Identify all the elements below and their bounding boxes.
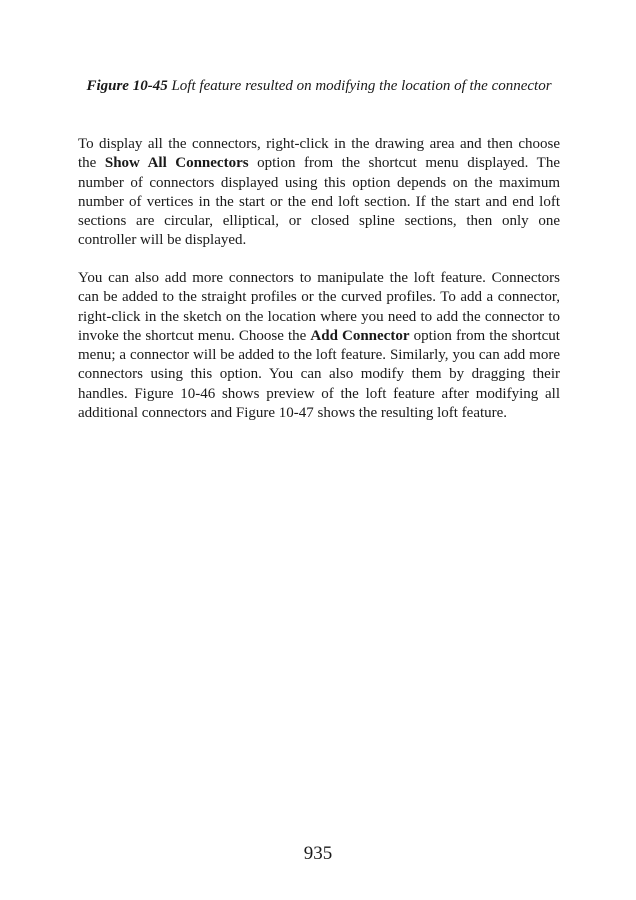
figure-caption: [78, 76, 560, 96]
body-paragraph-2: [78, 269, 560, 423]
figure-caption-text: Loft feature resulted on modifying the location of the connector: [167, 78, 552, 94]
page-number: 935: [303, 843, 333, 864]
paragraph-1-text-b: option from the shortcut menu displayed. The number of connectors displayed using this option depends on the maximum number of vertices in the start or the end loft section. If the start and end loft sections are circular, elliptical, or closed spline sections, then only one controller will be displayed.: [78, 155, 561, 249]
paragraph-1-text-a: To display all the connectors, right-click in the drawing area and then choose the: [78, 136, 560, 172]
paragraph-2-text-b: option from the shortcut menu; a connector will be added to the loft feature. Similarly, you can add more connectors using this option. You can also modify them by dragging their handles. Figure 10-46 shows preview of the loft feature after modifying all additional connectors and Figure 10-47 shows the resulting loft feature.: [78, 327, 560, 422]
add-connector-term: Add Connector: [310, 327, 410, 344]
figure-number: Figure 10-45: [86, 78, 168, 94]
body-paragraph-1: [78, 135, 560, 251]
paragraph-2-text-a: You can also add more connectors to manipulate the loft feature. Connectors can be added to the straight profiles or the curved profiles. To add a connector, right-click in the sketch on the location where you need to add the connector to invoke the shortcut menu. Choose the: [78, 270, 560, 344]
show-all-connectors-term: Show All Connectors: [104, 155, 249, 172]
